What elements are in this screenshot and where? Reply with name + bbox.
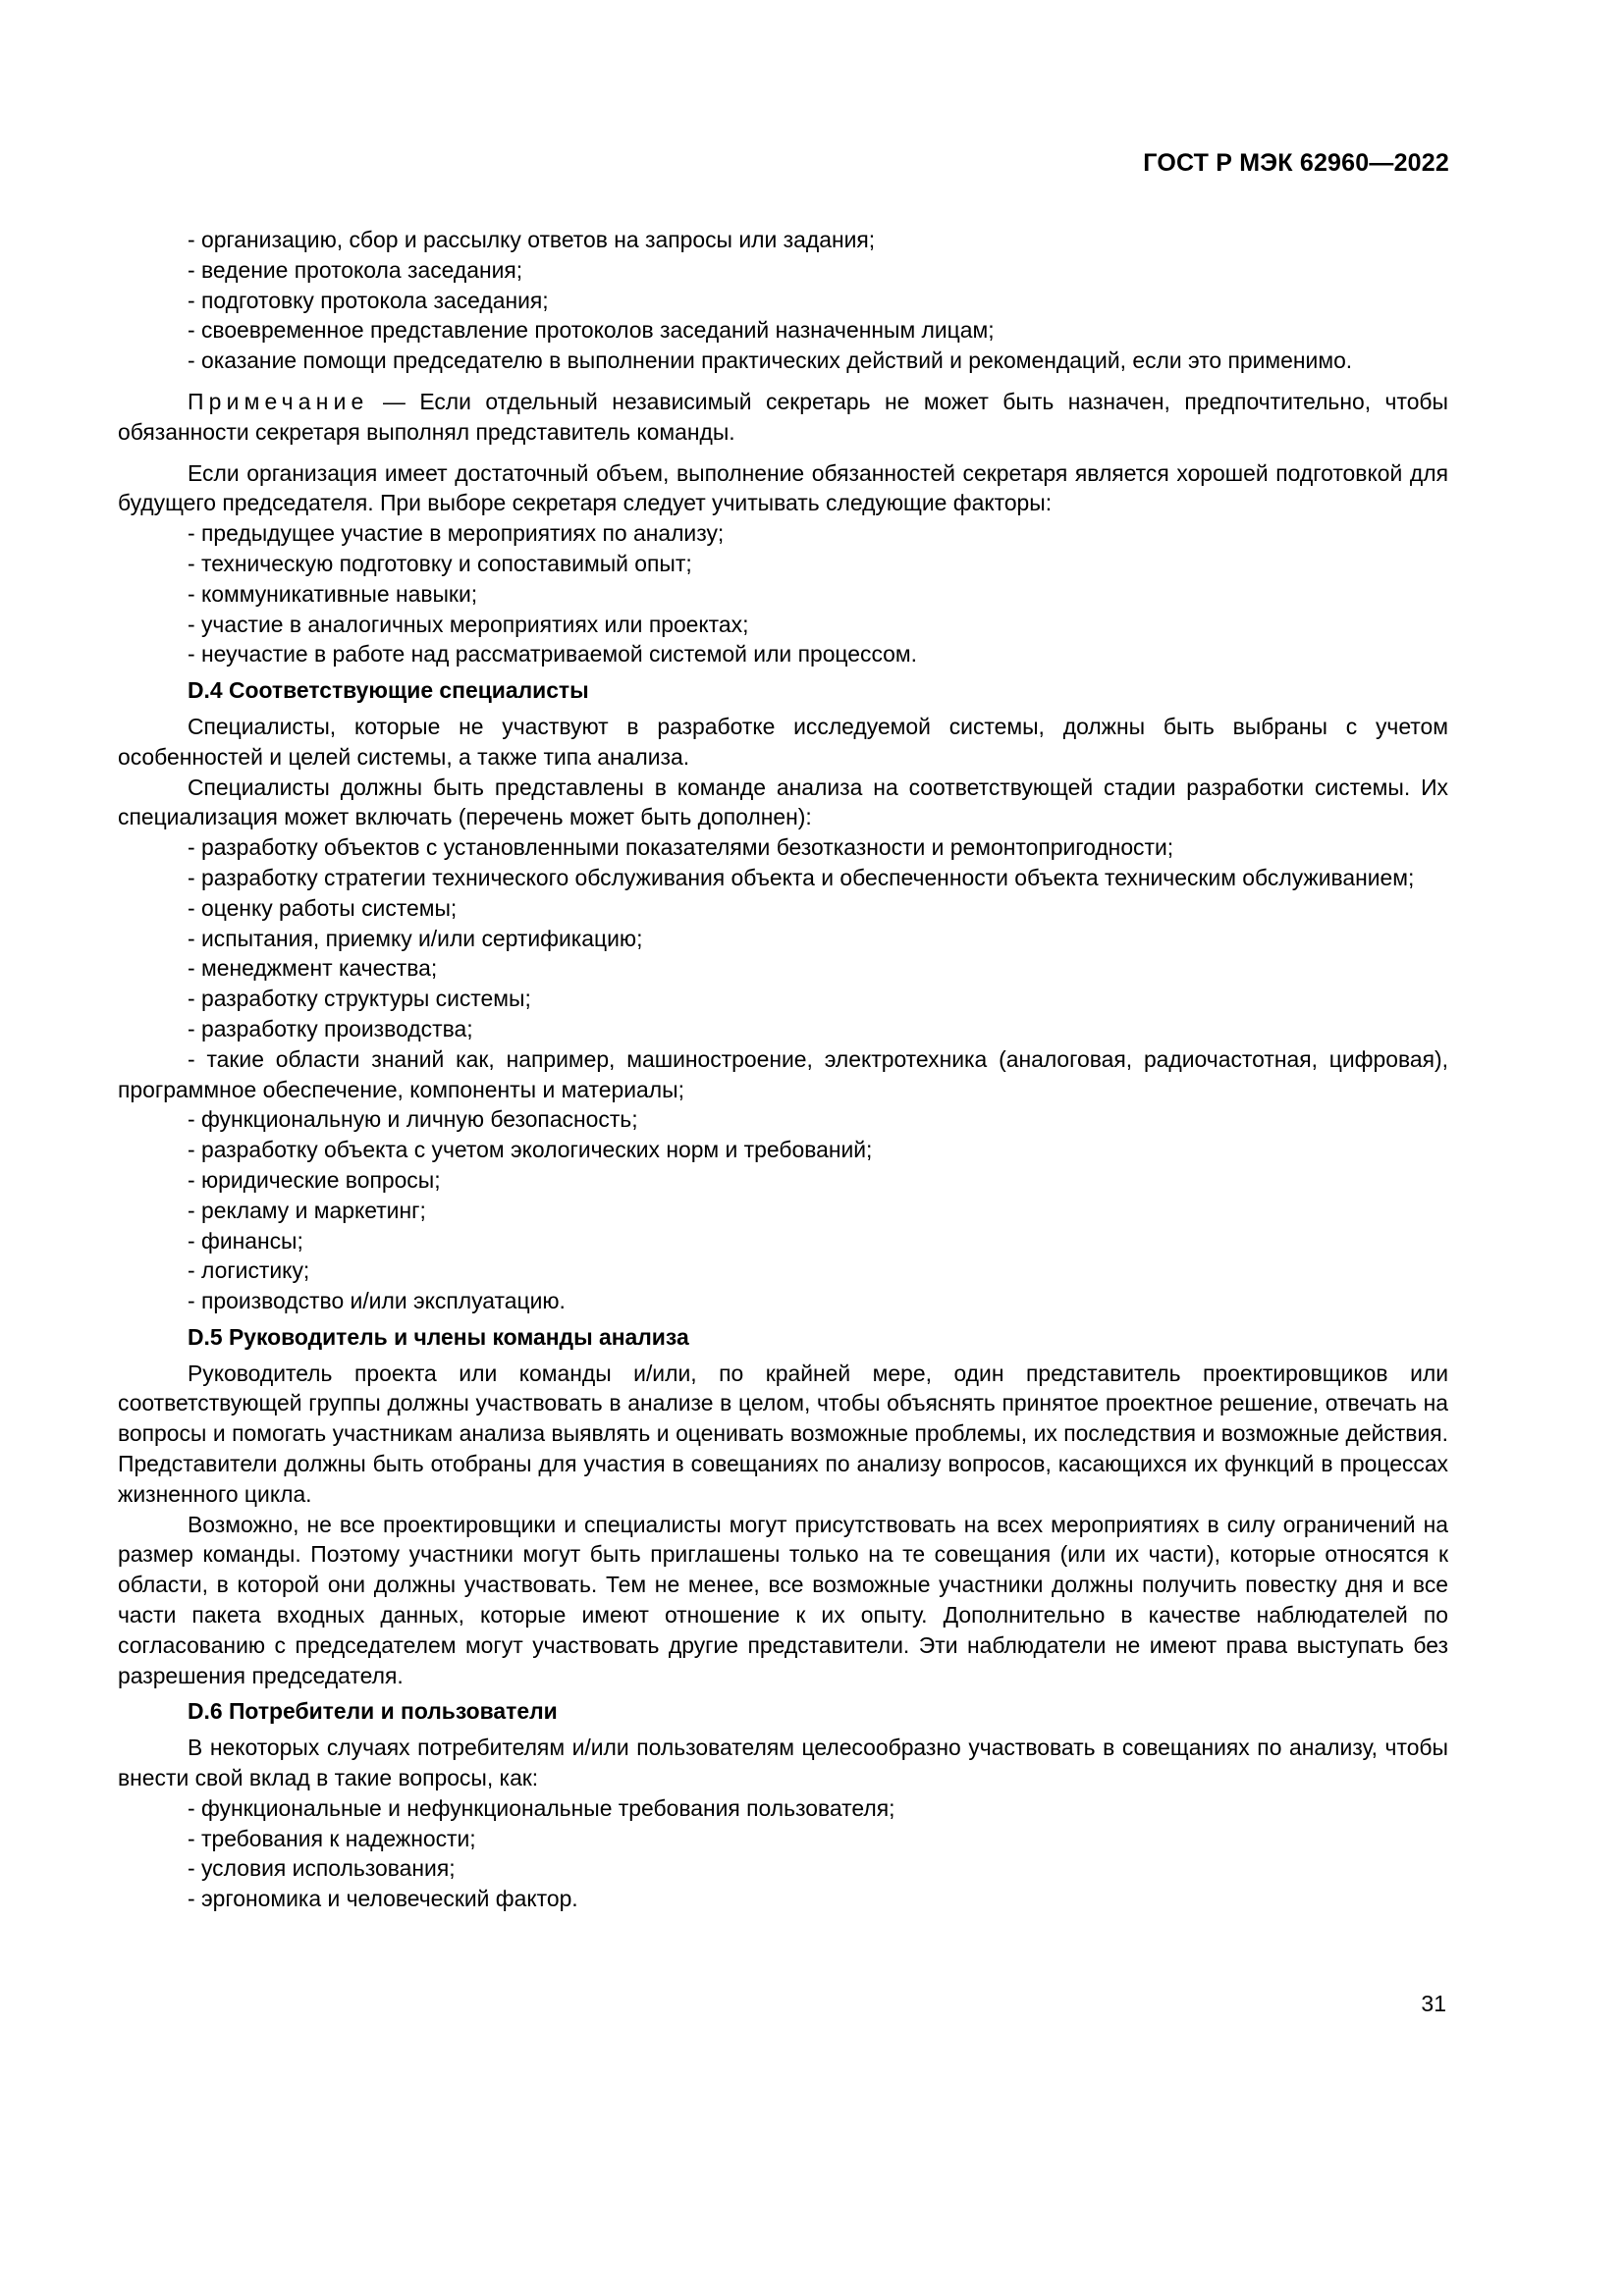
note-label: Примечание (188, 388, 369, 414)
note-paragraph (118, 387, 1448, 448)
secretary-paragraph: Если организация имеет достаточный объем, выполнение обязанностей секретаря является хорошей подготовкой для будущего председателя. При выборе секретаря следует учитывать следующие факторы: (118, 459, 1448, 516)
list-item: - функциональную и личную безопасность; (188, 1106, 638, 1133)
list-item: - логистику; (188, 1257, 310, 1284)
list-item: - разработку стратегии технического обслуживания объекта и обеспеченности объекта техническим обслуживанием; (188, 864, 1415, 890)
spacer (118, 448, 1448, 458)
section-heading-d5: D.5 Руководитель и члены команды анализа (188, 1323, 689, 1350)
list-item: - разработку объектов с установленными показателями безотказности и ремонтопригодности; (188, 834, 1174, 861)
list-item: - оценку работы системы; (188, 894, 458, 921)
list-item: - разработку объекта с учетом экологических норм и требований; (188, 1137, 873, 1163)
list-item: - техническую подготовку и сопоставимый опыт; (188, 550, 692, 576)
list-item: - такие области знаний как, например, машиностроение, электротехника (аналоговая, радиочастотная, цифровая), программное обеспечение, компоненты и материалы; (118, 1045, 1448, 1102)
list-item: - функциональные и нефункциональные требования пользователя; (188, 1794, 895, 1821)
list-item: - коммуникативные навыки; (188, 580, 478, 607)
d4-paragraph-1: Специалисты, которые не участвуют в разработке исследуемой системы, должны быть выбраны с учетом особенностей и целей системы, а также типа анализа. (118, 713, 1448, 770)
list-item: - организацию, сбор и рассылку ответов на запросы или задания; (188, 227, 876, 252)
list-item: - разработку производства; (188, 1015, 473, 1041)
list-item: - производство и/или эксплуатацию. (188, 1288, 566, 1314)
d5-paragraph-2: Возможно, не все проектировщики и специалисты могут присутствовать на всех мероприятиях в силу ограничений на размер команды. Поэтому участники могут быть приглашены только на те совещания (или их части), которые относятся к области, в которой они должны участвовать. Тем не менее, все возможные участники должны получить повестку дня и все части пакета входных данных, которые имеют отношение к их опыту. Дополнительно в качестве наблюдателей по согласованию с председателем могут участвовать другие представители. Эти наблюдатели не имеют права выступать без разрешения председателя. (118, 1511, 1448, 1688)
list-item: - юридические вопросы; (188, 1166, 441, 1193)
list-item: - финансы; (188, 1227, 303, 1254)
list-item: - подготовку протокола заседания; (188, 287, 549, 313)
section-heading-d6: D.6 Потребители и пользователи (188, 1698, 558, 1725)
page-content (118, 225, 1448, 1914)
note-text: — Если отдельный независимый секретарь не может быть назначен, предпочтительно, чтобы обязанности секретаря выполнял представитель команды. (118, 388, 1448, 445)
standard-header: ГОСТ Р МЭК 62960—2022 (1143, 149, 1449, 177)
list-item: - предыдущее участие в мероприятиях по анализу; (188, 520, 725, 547)
spacer (118, 376, 1448, 387)
d6-paragraph: В некоторых случаях потребителям и/или пользователям целесообразно участвовать в совещаниях по анализу, чтобы внести свой вклад в такие вопросы, как: (118, 1735, 1448, 1791)
d4-paragraph-2: Специалисты должны быть представлены в команде анализа на соответствующей стадии разработки системы. Их специализация может включать (перечень может быть дополнен): (118, 774, 1448, 830)
section-heading-d4: D.4 Соответствующие специалисты (188, 677, 589, 704)
d5-paragraph-1: Руководитель проекта или команды и/или, по крайней мере, один представитель проектировщиков или соответствующей группы должны участвовать в анализе в целом, чтобы объяснять принятое проектное решение, отвечать на вопросы и помогать участникам анализа выявлять и оценивать возможные проблемы, их последствия и возможные действия. Представители должны быть отобраны для участия в совещаниях по анализу вопросов, касающихся их функций в процессах жизненного цикла. (118, 1360, 1448, 1507)
list-item: - менеджмент качества; (188, 955, 438, 982)
list-item: - неучастие в работе над рассматриваемой системой или процессом. (188, 641, 917, 667)
list-item: - своевременное представление протоколов заседаний назначенным лицам; (188, 317, 995, 344)
list-item: - ведение протокола заседания; (188, 256, 523, 283)
page-number: 31 (1421, 1991, 1446, 2016)
list-item: - эргономика и человеческий фактор. (188, 1886, 578, 1912)
list-item: - требования к надежности; (188, 1825, 476, 1851)
list-item: - участие в аналогичных мероприятиях или проектах; (188, 611, 749, 637)
list-item: - разработку структуры системы; (188, 986, 531, 1012)
list-item: - оказание помощи председателю в выполнении практических действий и рекомендаций, если это применимо. (188, 347, 1353, 374)
list-item: - условия использования; (188, 1855, 456, 1882)
list-item: - испытания, приемку и/или сертификацию; (188, 925, 643, 951)
list-item: - рекламу и маркетинг; (188, 1197, 426, 1223)
